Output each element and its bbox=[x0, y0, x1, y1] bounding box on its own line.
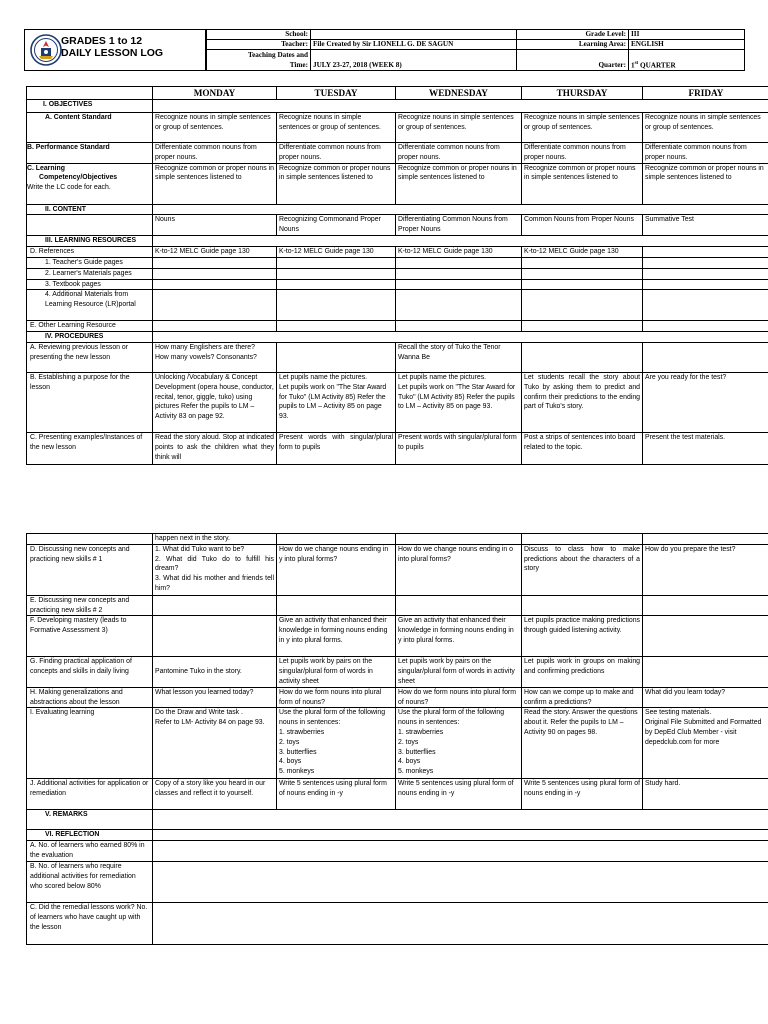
performance-standard-mon: Differentiate common nouns from proper nouns. bbox=[153, 143, 277, 164]
proc-g-thu: Let pupils work in groups on making and confirming predictions bbox=[522, 657, 643, 687]
proc-b-thu: Let students recall the story about Tuko by asking them to predict and confirm their predictions to the ending part of Tuko's story. bbox=[522, 372, 643, 432]
table-row bbox=[27, 708, 768, 779]
proc-f-thu: Let pupils practice making predictions through guided listening activity. bbox=[522, 616, 643, 657]
empty-cell bbox=[396, 290, 522, 321]
remarks-heading: V. REMARKS bbox=[27, 810, 153, 830]
proc-a-tue bbox=[277, 342, 396, 372]
learning-area-value: ENGLISH bbox=[629, 40, 745, 50]
proc-j-fri: Study hard. bbox=[643, 779, 768, 810]
empty-cell bbox=[522, 595, 643, 616]
empty-cell bbox=[522, 257, 643, 268]
refl-b-label: B. No. of learners who require additional activities for remediation who scored below 80% bbox=[27, 862, 153, 903]
content-thu: Common Nouns from Proper Nouns bbox=[522, 215, 643, 236]
proc-d-fri: How do you prepare the test? bbox=[643, 544, 768, 595]
day-header-blank bbox=[27, 87, 153, 100]
table-row bbox=[27, 372, 768, 432]
references-wed: K-to-12 MELC Guide page 130 bbox=[396, 247, 522, 258]
empty-cell bbox=[277, 595, 396, 616]
content-standard-thu: Recognize nouns in simple sentences or group of sentences. bbox=[522, 113, 643, 143]
empty-cell bbox=[27, 215, 153, 236]
proc-c-continued: happen next in the story. bbox=[153, 534, 277, 545]
table-row bbox=[27, 534, 768, 545]
empty-cell bbox=[153, 841, 768, 862]
header-info-table bbox=[206, 29, 745, 71]
content-tue: Recognizing Commonand Proper Nouns bbox=[277, 215, 396, 236]
table-row bbox=[27, 163, 768, 204]
empty-cell bbox=[153, 100, 768, 113]
proc-h-wed: How do we form nouns into plural form of nouns? bbox=[396, 687, 522, 708]
table-row bbox=[27, 257, 768, 268]
table-row bbox=[27, 779, 768, 810]
table-row bbox=[27, 204, 768, 215]
textbook-label: 3. Textbook pages bbox=[27, 279, 153, 290]
proc-f-mon bbox=[153, 616, 277, 657]
content-standard-fri: Recognize nouns in simple sentences or group of sentences. bbox=[643, 113, 768, 143]
empty-cell bbox=[396, 321, 522, 332]
title-line-1: GRADES 1 to 12 bbox=[61, 35, 143, 47]
table-row bbox=[27, 290, 768, 321]
competency-mon: Recognize common or proper nouns in simple sentences listened to bbox=[153, 163, 277, 204]
references-mon: K-to-12 MELC Guide page 130 bbox=[153, 247, 277, 258]
competency-label-line2: Competency/Objectives bbox=[39, 174, 118, 182]
grade-level-label: Grade Level: bbox=[517, 30, 629, 40]
table-row bbox=[27, 903, 768, 945]
table-row bbox=[27, 236, 768, 247]
empty-cell bbox=[27, 534, 153, 545]
proc-f-wed: Give an activity that enhanced their knowledge in forming nouns ending in y into plural forms. bbox=[396, 616, 522, 657]
references-label: D. References bbox=[27, 247, 153, 258]
dates-label-line2: Time: bbox=[289, 61, 308, 69]
competency-wed: Recognize common or proper nouns in simple sentences listened to bbox=[396, 163, 522, 204]
table-row bbox=[27, 616, 768, 657]
content-standard-wed: Recognize nouns in simple sentences or group of sentences. bbox=[396, 113, 522, 143]
table-row bbox=[27, 215, 768, 236]
objectives-heading: I. OBJECTIVES bbox=[27, 100, 153, 113]
proc-f-label: F. Developing mastery (leads to Formative Assessment 3) bbox=[27, 616, 153, 657]
proc-c-fri: Present the test materials. bbox=[643, 432, 768, 464]
empty-cell bbox=[643, 290, 768, 321]
proc-c-thu: Post a strips of sentences into board related to the topic. bbox=[522, 432, 643, 464]
empty-cell bbox=[643, 595, 768, 616]
quarter-value bbox=[629, 50, 745, 71]
proc-i-mon: Do the Draw and Write task . Refer to LM- Activity 84 on page 93. bbox=[153, 708, 277, 779]
proc-i-fri: See testing materials. Original File Submitted and Formatted by DepEd Club Member - visit depedclub.com for more bbox=[643, 708, 768, 779]
table-row bbox=[27, 143, 768, 164]
proc-h-mon: What lesson you learned today? bbox=[153, 687, 277, 708]
empty-cell bbox=[522, 534, 643, 545]
table-row bbox=[27, 247, 768, 258]
empty-cell bbox=[153, 810, 768, 830]
empty-cell bbox=[153, 903, 768, 945]
content-heading: II. CONTENT bbox=[27, 204, 153, 215]
performance-standard-label: B. Performance Standard bbox=[27, 143, 153, 164]
empty-cell bbox=[522, 321, 643, 332]
proc-a-mon: How many Englishers are there? How many vowels? Consonants? bbox=[153, 342, 277, 372]
empty-cell bbox=[277, 290, 396, 321]
logo-box bbox=[24, 29, 206, 71]
content-fri: Summative Test bbox=[643, 215, 768, 236]
empty-cell bbox=[277, 534, 396, 545]
proc-e-label: E. Discussing new concepts and practicing new skills # 2 bbox=[27, 595, 153, 616]
learners-materials-label: 2. Learner's Materials pages bbox=[27, 268, 153, 279]
proc-j-wed: Write 5 sentences using plural form of nouns ending in -y bbox=[396, 779, 522, 810]
refl-a-label: A. No. of learners who earned 80% in the evaluation bbox=[27, 841, 153, 862]
title-line-2: DAILY LESSON LOG bbox=[61, 47, 164, 59]
table-row bbox=[27, 432, 768, 464]
empty-cell bbox=[396, 534, 522, 545]
competency-tue: Recognize common or proper nouns in simple sentences listened to bbox=[277, 163, 396, 204]
proc-d-mon: 1. What did Tuko want to be? 2. What did Tuko do to fulfill his dream? 3. What did his mother and friends tell him? bbox=[153, 544, 277, 595]
empty-cell bbox=[153, 321, 277, 332]
proc-b-wed: Let pupils name the pictures. Let pupils work on "The Star Award for Tuko" (LM Activity 85) Refer the pupils to LM – Activity 85 on page 93. bbox=[396, 372, 522, 432]
proc-a-fri bbox=[643, 342, 768, 372]
proc-h-label: H. Making generalizations and abstractions about the lesson bbox=[27, 687, 153, 708]
teacher-label: Teacher: bbox=[207, 40, 311, 50]
table-row bbox=[27, 657, 768, 687]
empty-cell bbox=[153, 830, 768, 841]
table-row bbox=[27, 268, 768, 279]
content-standard-tue: Recognize nouns in simple sentences or group of sentences. bbox=[277, 113, 396, 143]
content-standard-mon: Recognize nouns in simple sentences or group of sentences. bbox=[153, 113, 277, 143]
teacher-value: File Created by Sir LIONELL G. DE SAGUN bbox=[311, 40, 517, 50]
empty-cell bbox=[153, 279, 277, 290]
table-row bbox=[27, 841, 768, 862]
proc-a-label: A. Reviewing previous lesson or presenting the new lesson bbox=[27, 342, 153, 372]
empty-cell bbox=[643, 268, 768, 279]
performance-standard-thu: Differentiate common nouns from proper nouns. bbox=[522, 143, 643, 164]
empty-cell bbox=[643, 321, 768, 332]
competency-fri: Recognize common or proper nouns in simple sentences listened to bbox=[643, 163, 768, 204]
empty-cell bbox=[396, 257, 522, 268]
proc-d-tue: How do we change nouns ending in y into plural forms? bbox=[277, 544, 396, 595]
empty-cell bbox=[153, 332, 768, 343]
proc-c-tue: Present words with singular/plural form to pupils bbox=[277, 432, 396, 464]
empty-cell bbox=[522, 268, 643, 279]
proc-c-wed: Present words with singular/plural form to pupils bbox=[396, 432, 522, 464]
proc-i-wed: Use the plural form of the following nouns in sentences: 1. strawberries 2. toys 3. butterflies 4. boys 5. monkeys bbox=[396, 708, 522, 779]
day-header-thursday: THURSDAY bbox=[522, 87, 643, 100]
table-row bbox=[27, 321, 768, 332]
competency-label-line3: Write the LC code for each. bbox=[27, 184, 111, 192]
log-title bbox=[61, 35, 163, 59]
proc-j-tue: Write 5 sentences using plural form of nouns ending in -y bbox=[277, 779, 396, 810]
quarter-suffix: st bbox=[634, 60, 639, 66]
proc-g-fri bbox=[643, 657, 768, 687]
refl-c-label: C. Did the remedial lessons work? No. of learners who have caught up with the lesson bbox=[27, 903, 153, 945]
empty-cell bbox=[643, 279, 768, 290]
additional-materials-label: 4. Additional Materials from Learning Resource (LR)portal bbox=[27, 290, 153, 321]
empty-cell bbox=[396, 268, 522, 279]
table-row bbox=[27, 687, 768, 708]
table-row bbox=[27, 595, 768, 616]
table-row bbox=[27, 332, 768, 343]
proc-c-mon: Read the story aloud. Stop at indicated points to ask the children what they think will bbox=[153, 432, 277, 464]
proc-j-mon: Copy of a story like you heard in our classes and reflect it to yourself. bbox=[153, 779, 277, 810]
other-resource-label: E. Other Learning Resource bbox=[27, 321, 153, 332]
content-mon: Nouns bbox=[153, 215, 277, 236]
empty-cell bbox=[643, 534, 768, 545]
proc-b-mon: Unlocking /Vocabulary & Concept Development (opera house, conductor, recital, tenor, giggle, tuko) using pictures Refer the pupils to LM – Activity 83 on page 92. bbox=[153, 372, 277, 432]
proc-d-label: D. Discussing new concepts and practicing new skills # 1 bbox=[27, 544, 153, 595]
proc-i-tue: Use the plural form of the following nouns in sentences: 1. strawberries 2. toys 3. butterflies 4. boys 5. monkeys bbox=[277, 708, 396, 779]
day-header-row bbox=[27, 87, 768, 100]
proc-a-thu bbox=[522, 342, 643, 372]
empty-cell bbox=[277, 279, 396, 290]
empty-cell bbox=[153, 257, 277, 268]
empty-cell bbox=[643, 257, 768, 268]
table-row bbox=[27, 100, 768, 113]
quarter-label: Quarter: bbox=[517, 50, 629, 71]
empty-cell bbox=[396, 279, 522, 290]
empty-cell bbox=[396, 595, 522, 616]
proc-j-label: J. Additional activities for application or remediation bbox=[27, 779, 153, 810]
dates-label bbox=[207, 50, 311, 71]
reflection-heading: VI. REFLECTION bbox=[27, 830, 153, 841]
day-header-monday: MONDAY bbox=[153, 87, 277, 100]
empty-cell bbox=[153, 204, 768, 215]
procedures-heading: IV. PROCEDURES bbox=[27, 332, 153, 343]
empty-cell bbox=[277, 268, 396, 279]
proc-h-thu: How can we compe up to make and confirm a predictions? bbox=[522, 687, 643, 708]
resources-heading: III. LEARNING RESOURCES bbox=[27, 236, 153, 247]
school-label: School: bbox=[207, 30, 311, 40]
table-row bbox=[27, 279, 768, 290]
references-thu: K-to-12 MELC Guide page 130 bbox=[522, 247, 643, 258]
lesson-table-part-1 bbox=[26, 86, 768, 465]
school-value bbox=[311, 30, 517, 40]
day-header-tuesday: TUESDAY bbox=[277, 87, 396, 100]
proc-a-wed: Recall the story of Tuko the Tenor Wanna Be bbox=[396, 342, 522, 372]
proc-i-label: I. Evaluating learning bbox=[27, 708, 153, 779]
empty-cell bbox=[153, 862, 768, 903]
table-row bbox=[27, 342, 768, 372]
proc-g-wed: Let pupils work by pairs on the singular/plural form of words in activity sheet bbox=[396, 657, 522, 687]
quarter-number: 1 bbox=[631, 61, 635, 69]
lesson-table-part-2 bbox=[26, 533, 768, 945]
competency-label-line1: C. Learning bbox=[27, 164, 65, 172]
content-wed: Differentiating Common Nouns from Proper Nouns bbox=[396, 215, 522, 236]
empty-cell bbox=[522, 279, 643, 290]
empty-cell bbox=[153, 236, 768, 247]
day-header-friday: FRIDAY bbox=[643, 87, 768, 100]
proc-d-wed: How do we change nouns ending in o into plural forms? bbox=[396, 544, 522, 595]
teachers-guide-label: 1. Teacher's Guide pages bbox=[27, 257, 153, 268]
proc-c-label: C. Presenting examples/Instances of the new lesson bbox=[27, 432, 153, 464]
performance-standard-tue: Differentiate common nouns from proper nouns. bbox=[277, 143, 396, 164]
proc-f-tue: Give an activity that enhanced their knowledge in forming nouns ending in y into plural forms. bbox=[277, 616, 396, 657]
grade-level-value: III bbox=[629, 30, 745, 40]
table-row bbox=[27, 544, 768, 595]
table-row bbox=[27, 113, 768, 143]
proc-g-tue: Let pupils work by pairs on the singular/plural form of words in activity sheet bbox=[277, 657, 396, 687]
proc-b-label: B. Establishing a purpose for the lesson bbox=[27, 372, 153, 432]
proc-g-mon: Pantomine Tuko in the story. bbox=[153, 657, 277, 687]
proc-b-tue: Let pupils name the pictures. Let pupils work on "The Star Award for Tuko" (LM Activity 85) Refer the pupils to LM – Activity 85 on page 93. bbox=[277, 372, 396, 432]
dates-value: JULY 23-27, 2018 (WEEK 8) bbox=[311, 50, 517, 71]
dates-label-line1: Teaching Dates and bbox=[247, 51, 308, 59]
performance-standard-wed: Differentiate common nouns from proper nouns. bbox=[396, 143, 522, 164]
proc-h-tue: How do we form nouns into plural form of nouns? bbox=[277, 687, 396, 708]
proc-b-fri: Are you ready for the test? bbox=[643, 372, 768, 432]
quarter-text: QUARTER bbox=[638, 61, 676, 69]
competency-label bbox=[27, 163, 153, 204]
empty-cell bbox=[522, 290, 643, 321]
proc-g-label: G. Finding practical application of concepts and skills in daily living bbox=[27, 657, 153, 687]
empty-cell bbox=[277, 321, 396, 332]
proc-f-fri bbox=[643, 616, 768, 657]
proc-d-thu: Discuss to class how to make predictions about the characters of a story bbox=[522, 544, 643, 595]
empty-cell bbox=[277, 257, 396, 268]
table-row bbox=[27, 862, 768, 903]
empty-cell bbox=[153, 595, 277, 616]
deped-seal-icon bbox=[30, 34, 62, 66]
proc-j-thu: Write 5 sentences using plural form of nouns ending in -y bbox=[522, 779, 643, 810]
table-row bbox=[27, 810, 768, 830]
proc-h-fri: What did you learn today? bbox=[643, 687, 768, 708]
empty-cell bbox=[153, 268, 277, 279]
table-row bbox=[27, 830, 768, 841]
proc-i-thu: Read the story. Answer the questions about it. Refer the pupils to LM – Activity 90 on pages 98. bbox=[522, 708, 643, 779]
day-header-wednesday: WEDNESDAY bbox=[396, 87, 522, 100]
content-standard-label: A. Content Standard bbox=[27, 113, 153, 143]
competency-thu: Recognize common or proper nouns in simple sentences listened to bbox=[522, 163, 643, 204]
references-fri bbox=[643, 247, 768, 258]
references-tue: K-to-12 MELC Guide page 130 bbox=[277, 247, 396, 258]
learning-area-label: Learning Area: bbox=[517, 40, 629, 50]
empty-cell bbox=[153, 290, 277, 321]
performance-standard-fri: Differentiate common nouns from proper nouns. bbox=[643, 143, 768, 164]
